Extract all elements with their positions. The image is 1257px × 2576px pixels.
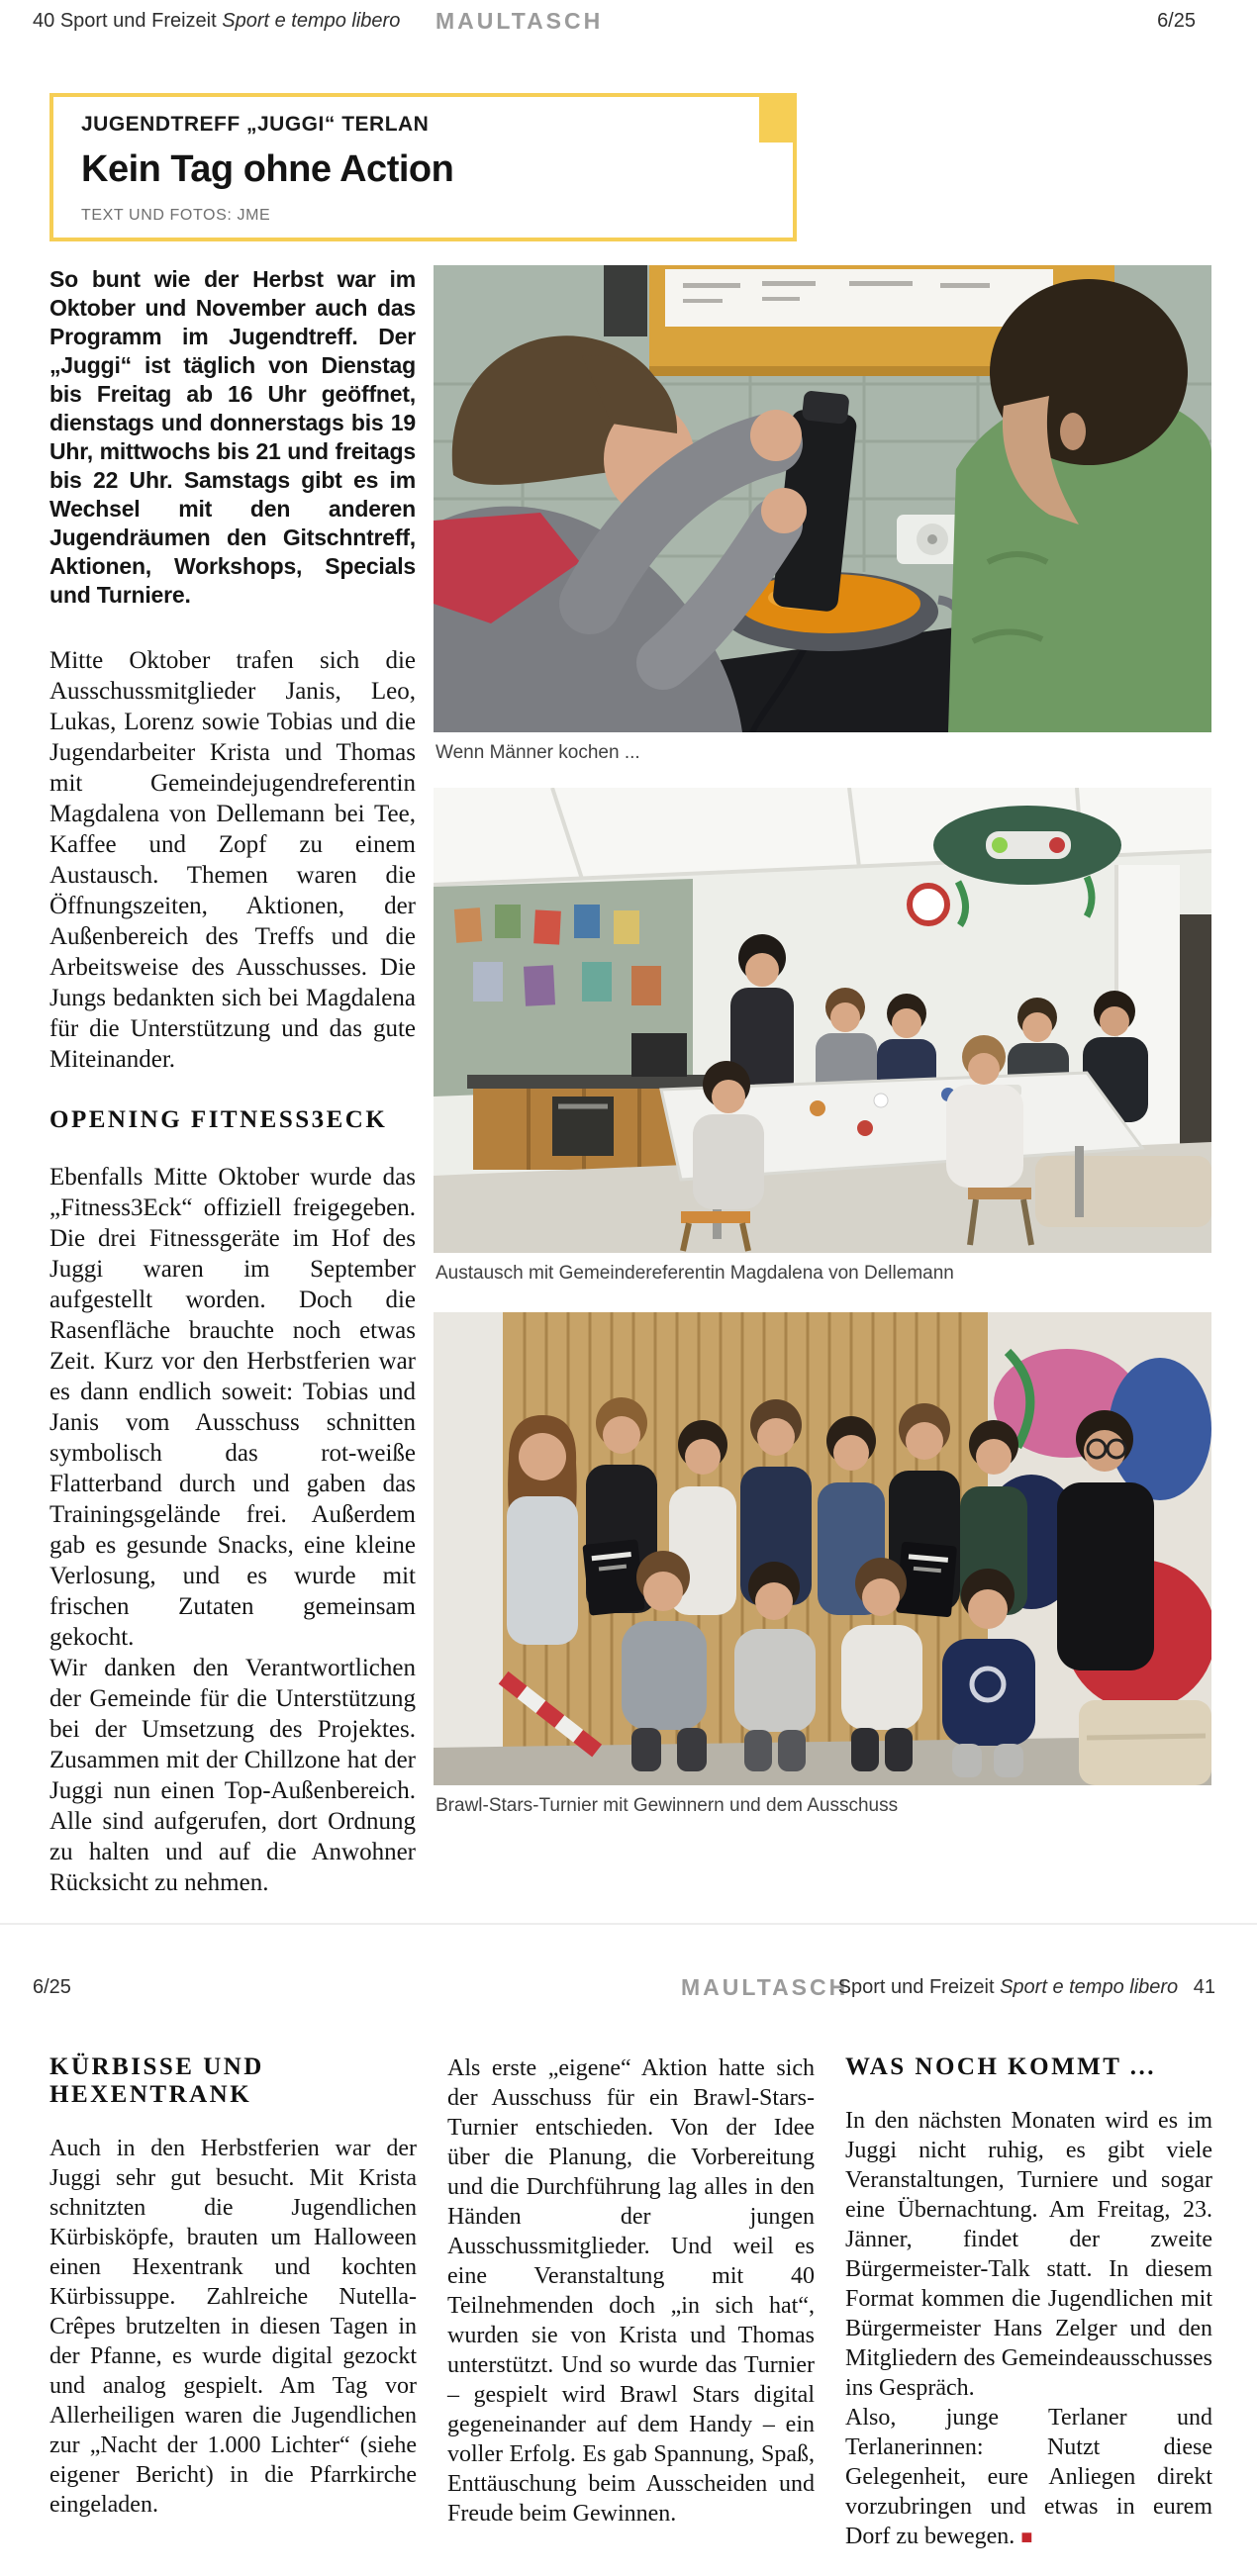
brand-logo: MAULTASCH (435, 8, 604, 34)
page2-header-right (838, 1976, 1215, 1999)
article-end-mark: ■ (1020, 2527, 1033, 2548)
section-heading-fitness3eck: OPENING FITNESS3ECK (49, 1106, 388, 1133)
page1-running-header (0, 0, 1257, 44)
photo-cooking-illustration (434, 265, 1211, 732)
page2-column-2 (447, 2053, 815, 2552)
lead-paragraph: So bunt wie der Herbst war im Oktober und November auch das Programm im Jugendtreff. Der „Juggi“ ist täglich von Dienstag bis Freitag ab 16 Uhr geöffnet, dienstags und donnerstags bis 19 Uhr, mittwochs bis 21 und freitags bis 22 Uhr. Samstags gibt es im Wechsel mit den anderen Jugendräumen den Gitschntreff, Aktionen, Workshops, Specials und Turniere. (49, 266, 416, 608)
photo-figure-meeting (434, 788, 1211, 1285)
page1-text-column (49, 265, 416, 1898)
page1-photo-column (434, 265, 1211, 1898)
page2-page-number: 41 (1193, 1976, 1215, 1998)
page2-section-label-italian: Sport e tempo libero (1000, 1976, 1179, 1998)
page2-section-label: Sport und Freizeit (837, 1976, 995, 1998)
title-box-corner-accent (759, 97, 793, 143)
page1-issue-number: 6/25 (1157, 10, 1196, 32)
page1-section-label: Sport und Freizeit (59, 10, 217, 32)
page2-col3-paragraph-2 (845, 2403, 1212, 2552)
magazine-page-41 (0, 1925, 1257, 2574)
photo-figure-group (434, 1312, 1211, 1817)
page2-running-header (0, 1925, 1257, 2010)
photo-group-illustration (434, 1312, 1211, 1785)
page2-column-3 (845, 2053, 1212, 2552)
page1-page-number: 40 (33, 10, 55, 32)
photo-meeting-illustration (434, 788, 1211, 1253)
body-paragraph-3: Wir danken den Verantwortlichen der Gemeinde für die Unterstützung bei der Umsetzung des Projektes. Zusammen mit der Chillzone hat der Juggi nun einen Top-Außenbereich. Alle sind aufgerufen, dort Ordnung zu halten und auf die Anwohner Rücksicht zu nehmen. (49, 1655, 416, 1896)
brand-logo-page2: MAULTASCH (681, 1974, 849, 2000)
body-paragraph-1: Mitte Oktober trafen sich die Ausschussmitglieder Janis, Leo, Lukas, Lorenz sowie Tobias und die Jugendarbeiter Krista und Thomas mit Gemeindejugendreferentin Magdalena von Dellemann bei Tee, Kaffee und Zopf zu einem Austausch. Themen waren die Öffnungszeiten, Aktionen, der Außenbereich des Treffs und die Arbeitsweise des Ausschusses. Die Jungs bedankten sich bei Magdalena für die Unterstützung und das gute Miteinander. (49, 647, 416, 1073)
article-title-box (49, 93, 797, 241)
page2-column-1 (49, 2053, 417, 2552)
page2-col3-paragraph-2-text: Also, junge Terlaner und Terlanerinnen: Nutzt diese Gelegenheit, eure Anliegen direkt vorzubringen und etwas in eurem Dorf zu bewegen. (845, 2405, 1212, 2549)
page2-content (49, 2053, 1212, 2552)
section-heading-kuerbisse: KÜRBISSE UND HEXENTRANK (49, 2053, 264, 2108)
section-heading-was-noch-kommt: WAS NOCH KOMMT ... (845, 2053, 1156, 2080)
photo-caption-group: Brawl-Stars-Turnier mit Gewinnern und dem Ausschuss (435, 1795, 899, 1816)
photo-figure-cooking (434, 265, 1211, 764)
page1-section-label-italian: Sport e tempo libero (222, 10, 401, 32)
page2-col3-paragraph-1: In den nächsten Monaten wird es im Juggi nicht ruhig, es gibt viele Veranstaltungen, Turniere und sogar eine Übernachtung. Am Freitag, 23. Jänner, findet der zweite Bürgermeister-Talk statt. In diesem Format kommen die Jugendlichen mit Bürgermeister Hans Zelger und den Mitgliedern des Gemeindeausschusses ins Gespräch. (845, 2108, 1212, 2401)
page2-col2-paragraph: Als erste „eigene“ Aktion hatte sich der Ausschuss für ein Brawl-Stars-Turnier entschieden. Von der Idee über die Planung, die Vorbereitung und die Durchführung lag alles in den Händen der jungen Ausschussmitglieder. Und weil es eine Veranstaltung mit 40 Teilnehmenden doch „in sich hat“, wurden sie von Krista und Thomas unterstützt. Und so wurde das Turnier – gespielt wird Brawl Stars digital gegeneinander auf dem Handy – ein voller Erfolg. Es gab Spannung, Spaß, Enttäuschung beim Ausscheiden und Freude beim Gewinnen. (447, 2055, 815, 2527)
page2-col1-paragraph: Auch in den Herbstferien war der Juggi sehr gut besucht. Mit Krista schnitzten die Jugendlichen Kürbisköpfe, brauten um Halloween einen Hexentrank und kochten Kürbissuppe. Zahlreiche Nutella-Crêpes brutzelten in diesen Tagen in der Pfanne, es wurde digital gezockt und analog gespielt. Am Tag vor Allerheiligen waren die Jugendlichen zur „Nacht der 1.000 Lichter“ (siehe eigener Bericht) in die Pfarrkirche eingeladen. (49, 2136, 417, 2518)
article-kicker: JUGENDTREFF „JUGGI“ TERLAN (81, 113, 430, 136)
photo-caption-meeting: Austausch mit Gemeindereferentin Magdalena von Dellemann (435, 1263, 954, 1284)
article-title: Kein Tag ohne Action (81, 148, 454, 190)
page2-issue-number: 6/25 (33, 1976, 71, 1998)
photo-caption-cooking: Wenn Männer kochen ... (435, 742, 640, 763)
page1-header-left (33, 10, 400, 33)
page1-content (49, 265, 1211, 1898)
article-byline: TEXT UND FOTOS: JME (81, 207, 271, 224)
body-paragraph-2: Ebenfalls Mitte Oktober wurde das „Fitness3Eck“ offiziell freigegeben. Die drei Fitnessgeräte im Hof des Juggi waren im September aufgestellt worden. Doch die Rasenfläche brauchte noch etwas Zeit. Kurz vor den Herbstferien war es dann endlich soweit: Tobias und Janis vom Ausschuss schnitten symbolisch das rot-weiße Flatterband durch und gaben das Trainingsgelände frei. Außerdem gab es gesunde Snacks, eine kleine Verlosung, und es wurde mit frischen Zutaten gemeinsam gekocht. (49, 1164, 416, 1651)
